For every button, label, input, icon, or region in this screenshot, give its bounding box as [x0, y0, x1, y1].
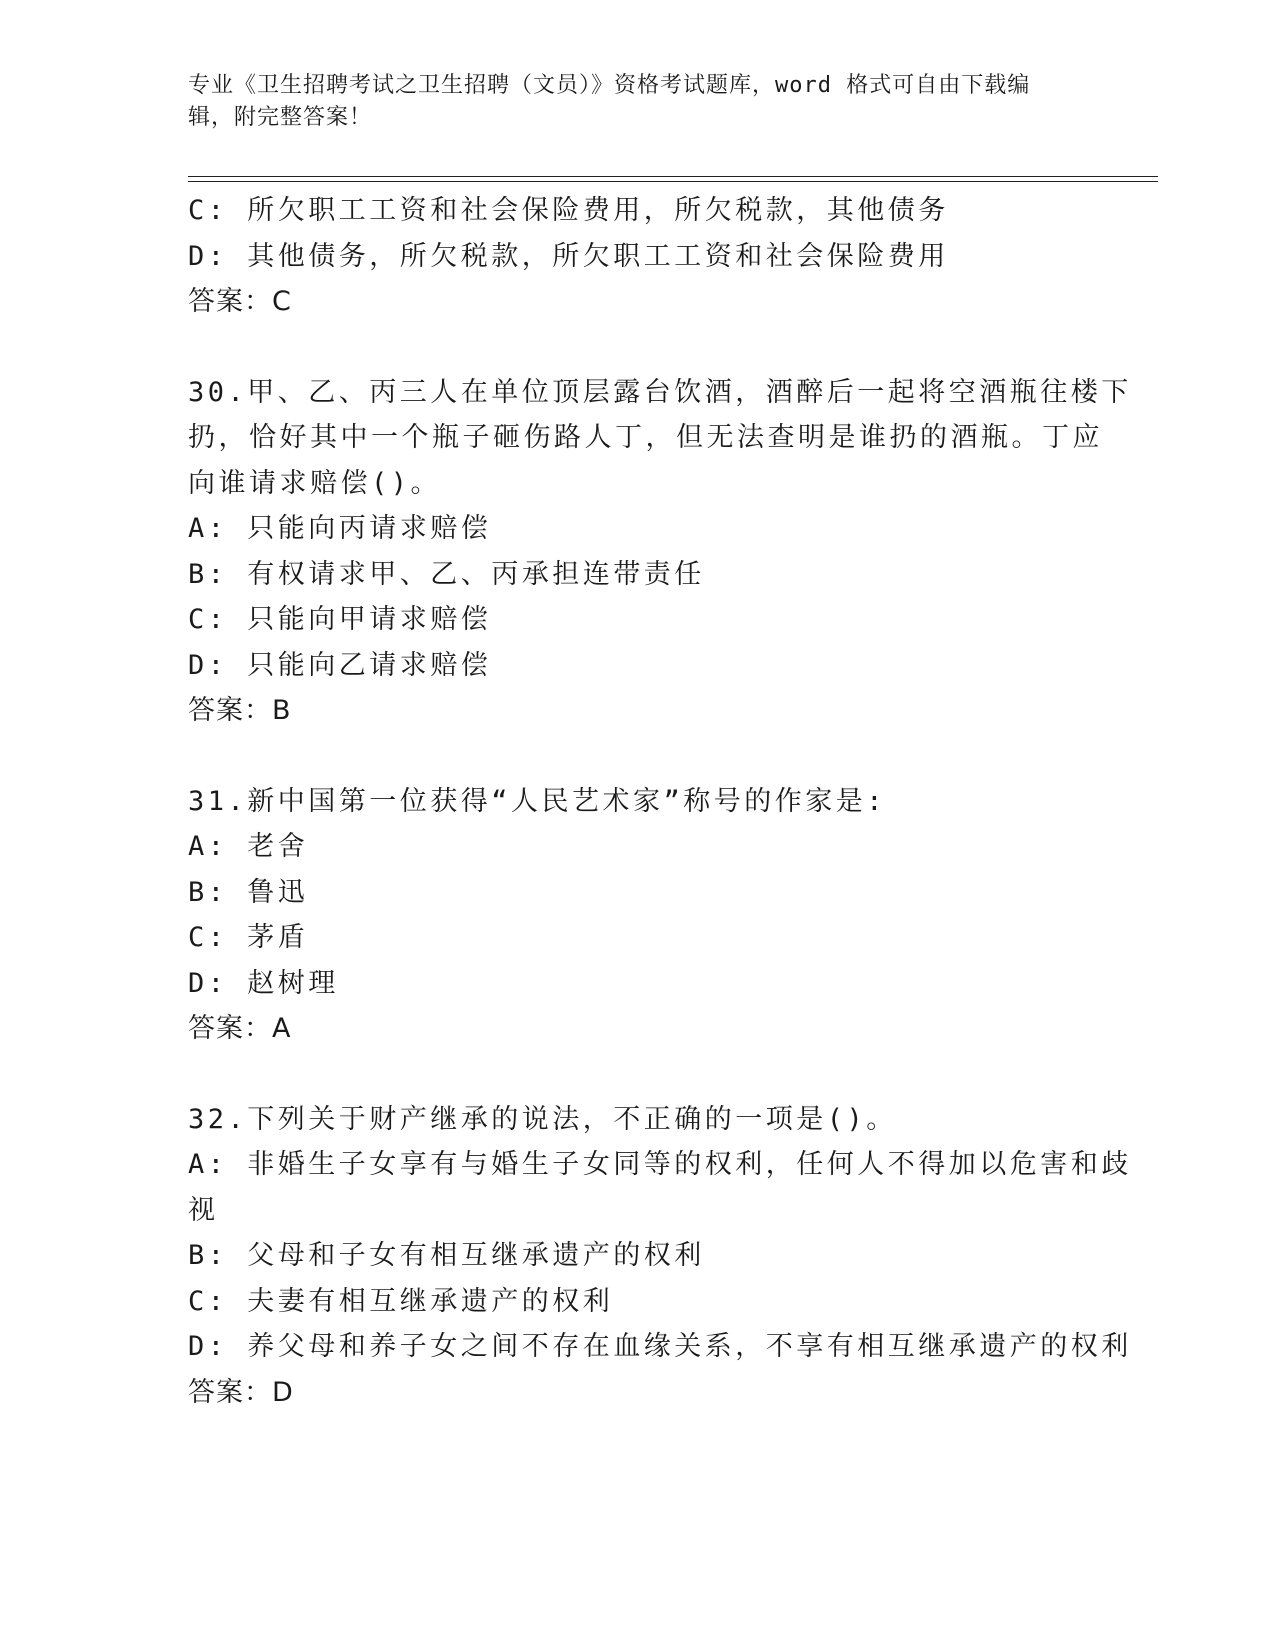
- question-stem-line: 31.新中国第一位获得“人民艺术家”称号的作家是:: [188, 785, 887, 817]
- option-a: A: 老舍: [188, 831, 309, 862]
- option-b: B: 鲁迅: [188, 876, 309, 908]
- option-a: A: 只能向丙请求赔偿: [188, 513, 492, 544]
- option-c: C: 所欠职工工资和社会保险费用，所欠税款，其他债务: [188, 195, 949, 226]
- answer: 答案：A: [188, 1013, 292, 1044]
- question-block-32: [188, 1097, 1132, 1416]
- option-d: D: 只能向乙请求赔偿: [188, 649, 492, 681]
- option-d: D: 养父母和养子女之间不存在血缘关系，不享有相互继承遗产的权利: [188, 1331, 1132, 1362]
- question-block-29: [188, 188, 1088, 325]
- answer: 答案：B: [188, 695, 292, 726]
- option-d: D: 其他债务，所欠税款，所欠职工工资和社会保险费用: [188, 240, 949, 272]
- option-a-continued: 视: [188, 1194, 219, 1226]
- question-stem-line: 32.下列关于财产继承的说法，不正确的一项是()。: [188, 1103, 897, 1135]
- question-stem-line: 扔，恰好其中一个瓶子砸伤路人丁，但无法查明是谁扔的酒瓶。丁应: [188, 422, 1103, 453]
- option-b: B: 父母和子女有相互继承遗产的权利: [188, 1240, 705, 1271]
- answer: 答案：D: [188, 1376, 294, 1408]
- option-c: C: 夫妻有相互继承遗产的权利: [188, 1285, 614, 1317]
- question-stem-line: 30.甲、乙、丙三人在单位顶层露台饮酒，酒醉后一起将空酒瓶往楼下: [188, 376, 1132, 408]
- document-header: 专业《卫生招聘考试之卫生招聘（文员）》资格考试题库，word 格式可自由下载编辑，附完整答案！: [188, 73, 1031, 130]
- option-a: A: 非婚生子女享有与婚生子女同等的权利，任何人不得加以危害和歧: [188, 1149, 1132, 1180]
- question-block-30: [188, 370, 1132, 734]
- header-divider-top: [188, 176, 1158, 177]
- option-c: C: 只能向甲请求赔偿: [188, 604, 492, 635]
- option-b: B: 有权请求甲、乙、丙承担连带责任: [188, 558, 705, 590]
- question-stem-line: 向谁请求赔偿()。: [188, 467, 442, 499]
- answer: 答案：C: [188, 286, 292, 317]
- question-block-31: [188, 779, 1088, 1052]
- option-d: D: 赵树理: [188, 967, 339, 999]
- question-list: [188, 188, 1132, 1415]
- option-c: C: 茅盾: [188, 922, 309, 953]
- header-divider-bottom: [188, 181, 1158, 182]
